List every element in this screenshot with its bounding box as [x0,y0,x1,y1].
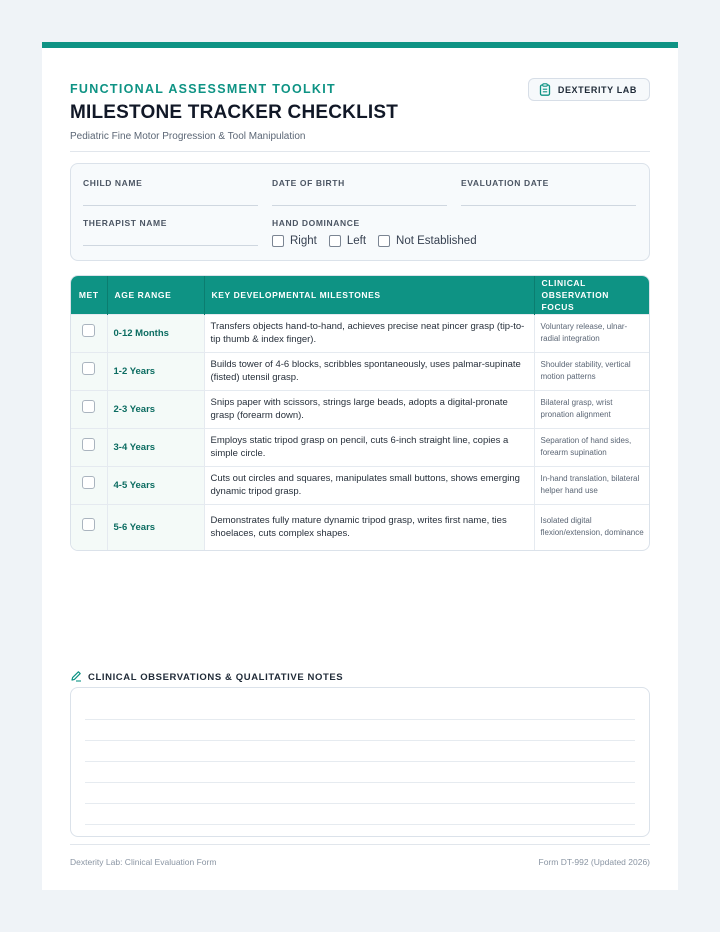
footer-left: Dexterity Lab: Clinical Evaluation Form [70,857,217,867]
child-name-line[interactable] [83,205,258,206]
dominance-option-left[interactable] [329,235,366,247]
brand-badge [528,78,650,101]
age-range: 3-4 Years [107,428,204,466]
hand-dominance-label: HAND DOMINANCE [272,218,360,228]
milestone-text: Transfers objects hand-to-hand, achieves precise neat pincer grasp (tip-to-tip thumb & index finger). [204,314,534,352]
header-divider [70,151,650,152]
milestone-text: Builds tower of 4-6 blocks, scribbles spontaneously, uses palmar-supinate (fisted) utensil grasp. [204,352,534,390]
met-cell [71,314,107,352]
milestone-text: Cuts out circles and squares, manipulates small buttons, shows emerging dynamic tripod grasp. [204,466,534,504]
clipboard-icon [539,83,551,96]
met-checkbox[interactable] [82,324,95,337]
brand-label: DEXTERITY LAB [557,84,637,95]
table-row [71,390,650,428]
col-focus: CLINICAL OBSERVATION FOCUS [534,276,650,314]
table-row [71,314,650,352]
dob-label: DATE OF BIRTH [272,178,345,188]
met-cell [71,390,107,428]
form-kicker: FUNCTIONAL ASSESSMENT TOOLKIT [70,82,336,96]
eval-date-line[interactable] [461,205,636,206]
met-checkbox[interactable] [82,518,95,531]
focus-text: Separation of hand sides, forearm supination [534,428,650,466]
checkbox[interactable] [272,235,284,247]
table-row [71,466,650,504]
notes-textarea[interactable] [70,687,650,837]
option-label: Right [290,235,317,247]
child-name-field[interactable] [83,178,258,206]
milestone-text: Snips paper with scissors, strings large beads, adopts a digital-pronate grasp (forearm down). [204,390,534,428]
eval-date-field[interactable] [461,178,636,206]
form-title: MILESTONE TRACKER CHECKLIST [70,102,399,123]
child-name-label: CHILD NAME [83,178,143,188]
met-checkbox[interactable] [82,362,95,375]
milestone-text: Demonstrates fully mature dynamic tripod grasp, writes first name, ties shoelaces, cuts complex shapes. [204,504,534,550]
dominance-option-right[interactable] [272,235,317,247]
focus-text: In-hand translation, bilateral helper hand use [534,466,650,504]
met-cell [71,428,107,466]
focus-text: Shoulder stability, vertical motion patterns [534,352,650,390]
table-row [71,352,650,390]
table-header-row [71,276,650,314]
focus-text: Bilateral grasp, wrist pronation alignment [534,390,650,428]
notes-title: CLINICAL OBSERVATIONS & QUALITATIVE NOTES [88,672,344,683]
col-met: MET [71,276,107,314]
age-range: 2-3 Years [107,390,204,428]
patient-info-panel [70,163,650,261]
met-cell [71,466,107,504]
dob-line[interactable] [272,205,447,206]
form-subtitle: Pediatric Fine Motor Progression & Tool Manipulation [70,131,306,142]
met-checkbox[interactable] [82,438,95,451]
notes-heading [70,670,343,685]
pencil-icon [70,670,82,685]
note-line [85,803,635,804]
met-checkbox[interactable] [82,400,95,413]
checkbox[interactable] [378,235,390,247]
note-line [85,782,635,783]
focus-text: Voluntary release, ulnar-radial integration [534,314,650,352]
form-page [42,42,678,890]
met-checkbox[interactable] [82,476,95,489]
age-range: 4-5 Years [107,466,204,504]
table-row [71,428,650,466]
eval-date-label: EVALUATION DATE [461,178,549,188]
age-range: 5-6 Years [107,504,204,550]
age-range: 1-2 Years [107,352,204,390]
table-row [71,504,650,550]
dob-field[interactable] [272,178,447,206]
col-age-range: AGE RANGE [107,276,204,314]
therapist-line[interactable] [83,245,258,246]
met-cell [71,352,107,390]
age-range: 0-12 Months [107,314,204,352]
focus-text: Isolated digital flexion/extension, dominance [534,504,650,550]
option-label: Left [346,235,367,247]
dominance-option-not-established[interactable] [378,235,477,247]
therapist-field[interactable] [83,218,258,246]
option-label: Not Established [396,235,477,247]
note-line [85,740,635,741]
note-line [85,824,635,825]
footer-divider [70,844,650,845]
checkbox[interactable] [329,235,341,247]
col-milestones: KEY DEVELOPMENTAL MILESTONES [204,276,534,314]
milestone-table [70,275,650,551]
milestone-text: Employs static tripod grasp on pencil, cuts 6-inch straight line, copies a simple circle. [204,428,534,466]
note-line [85,719,635,720]
hand-dominance-group [272,218,477,247]
met-cell [71,504,107,550]
note-line [85,761,635,762]
footer-right: Form DT-992 (Updated 2026) [538,857,650,867]
therapist-label: THERAPIST NAME [83,218,167,228]
